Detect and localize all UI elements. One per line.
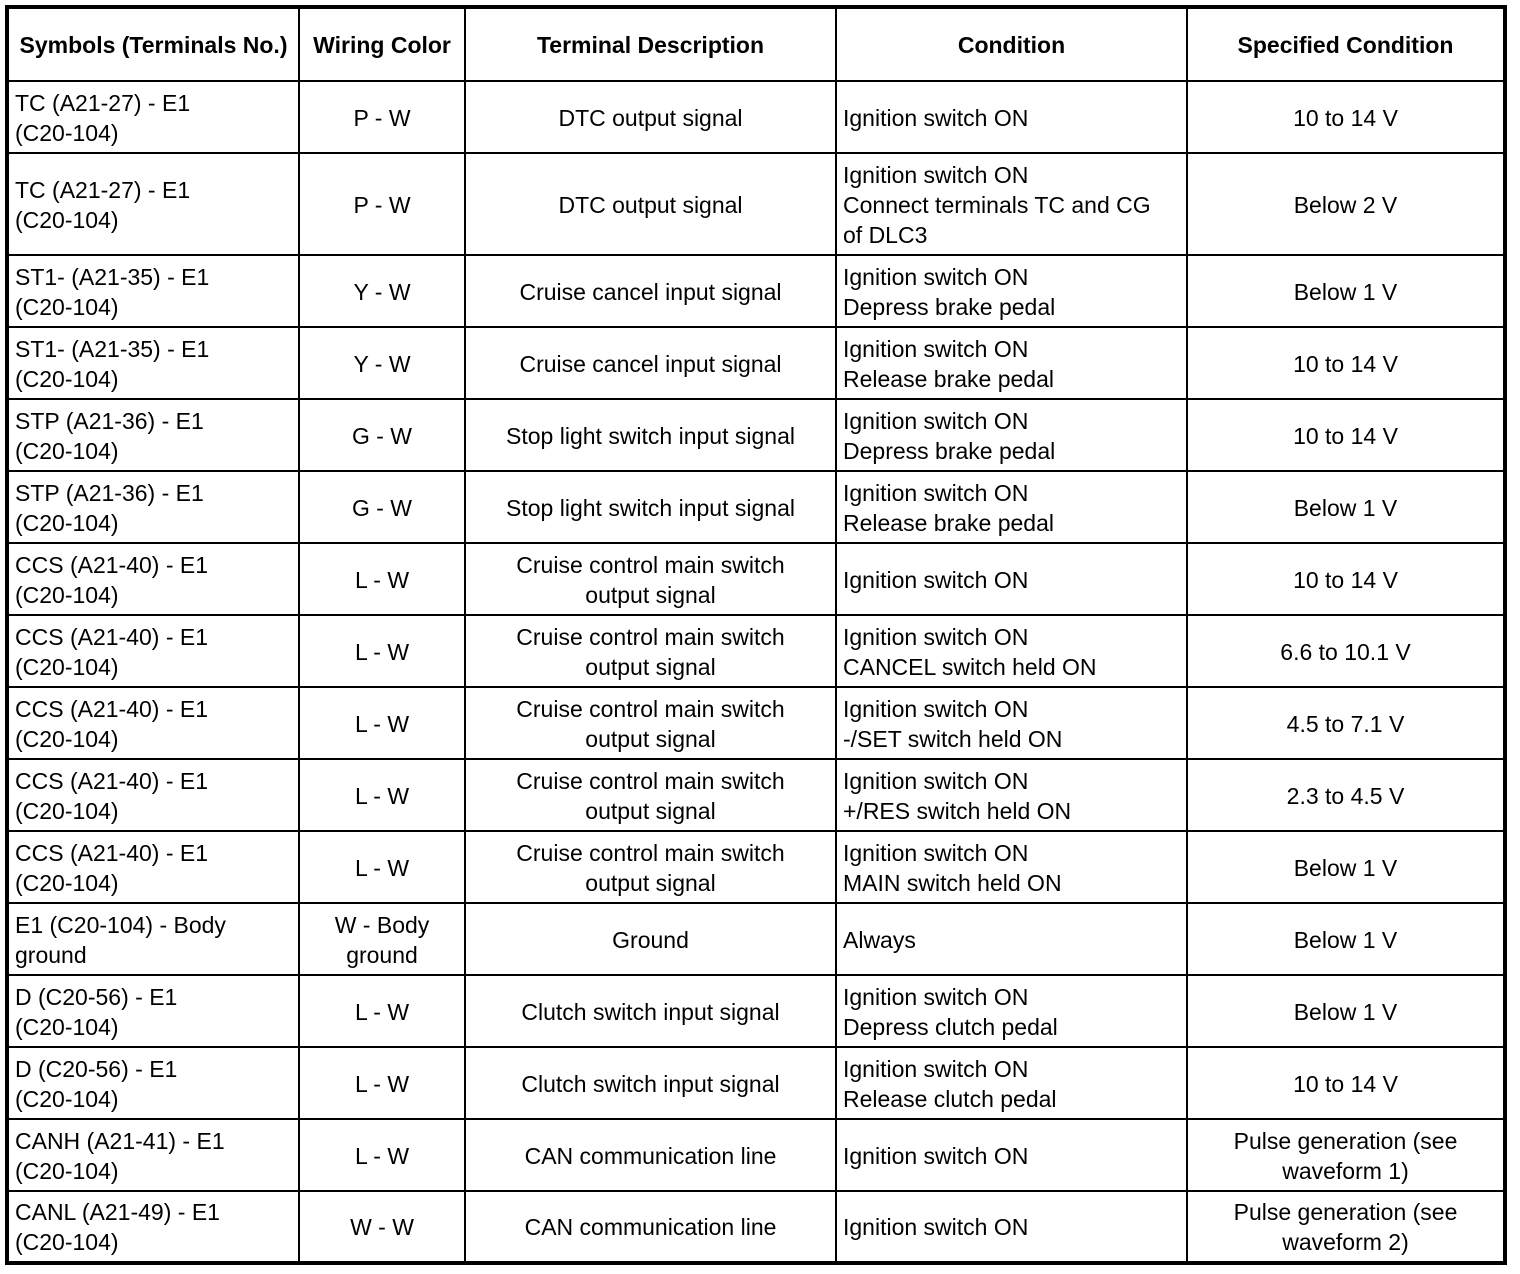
cell-symbol-line: E1 (C20-104) - Body — [15, 911, 226, 938]
cell-symbol-line: CANL (A21-49) - E1 — [15, 1199, 220, 1225]
table-row — [7, 615, 1505, 687]
terminal-spec-table — [5, 5, 1507, 1265]
cell-terminal-description-line: Stop light switch input signal — [506, 422, 795, 449]
cell-specified-condition — [1187, 1119, 1505, 1191]
cell-condition-line: Ignition switch ON — [843, 1214, 1029, 1240]
table-row — [7, 399, 1505, 471]
cell-terminal-description-line: DTC output signal — [558, 191, 743, 218]
table-row — [7, 153, 1505, 255]
table-row — [7, 975, 1505, 1047]
cell-symbol — [7, 975, 299, 1047]
cell-terminal-description-line: CAN communication line — [524, 1214, 777, 1240]
cell-symbol — [7, 399, 299, 471]
cell-terminal-description-line: Stop light switch input signal — [506, 494, 795, 521]
cell-symbol-line: (C20-104) — [15, 437, 119, 464]
cell-condition — [836, 1119, 1187, 1191]
cell-specified-condition-line: 10 to 14 V — [1293, 422, 1398, 449]
cell-condition-line: Ignition switch ON — [843, 566, 1029, 593]
cell-symbol-line: (C20-104) — [15, 293, 119, 320]
cell-symbol-line: (C20-104) — [15, 119, 119, 146]
cell-wiring-color-line: W - Body — [334, 911, 430, 938]
cell-symbol — [7, 471, 299, 543]
cell-symbol-line: CCS (A21-40) - E1 — [15, 551, 209, 578]
cell-wiring-color — [299, 687, 465, 759]
cell-condition — [836, 543, 1187, 615]
cell-symbol-line: CANH (A21-41) - E1 — [15, 1127, 225, 1154]
cell-symbol-line: (C20-104) — [15, 653, 119, 680]
table-row — [7, 687, 1505, 759]
cell-symbol-line: (C20-104) — [15, 509, 119, 536]
cell-symbol — [7, 255, 299, 327]
cell-condition-line: Ignition switch ON — [843, 839, 1029, 866]
cell-condition-line: MAIN switch held ON — [843, 869, 1062, 896]
cell-symbol-line: TC (A21-27) - E1 — [15, 176, 191, 203]
cell-condition — [836, 687, 1187, 759]
cell-condition-line: Depress brake pedal — [843, 437, 1056, 464]
cell-condition — [836, 153, 1187, 255]
cell-specified-condition-line: 2.3 to 4.5 V — [1286, 782, 1405, 809]
cell-symbol-line: (C20-104) — [15, 1157, 119, 1184]
cell-terminal-description-line: Clutch switch input signal — [521, 998, 780, 1025]
cell-specified-condition-line: Pulse generation (see — [1233, 1199, 1458, 1225]
cell-condition-line: Release clutch pedal — [843, 1085, 1057, 1112]
cell-condition-line: Ignition switch ON — [843, 1142, 1029, 1169]
cell-condition-line: Ignition switch ON — [843, 479, 1029, 506]
cell-condition-line: Ignition switch ON — [843, 335, 1029, 362]
cell-terminal-description-line: Cruise control main switch — [516, 767, 785, 794]
cell-symbol-line: (C20-104) — [15, 869, 119, 896]
cell-condition-line: Ignition switch ON — [843, 104, 1029, 131]
cell-condition-line: Ignition switch ON — [843, 407, 1029, 434]
cell-condition-line: Ignition switch ON — [843, 695, 1029, 722]
cell-terminal-description-line: output signal — [585, 725, 716, 752]
cell-terminal-description-line: Cruise control main switch — [516, 551, 785, 578]
cell-terminal-description — [465, 759, 836, 831]
cell-condition — [836, 903, 1187, 975]
cell-terminal-description — [465, 1047, 836, 1119]
cell-specified-condition-line: Below 1 V — [1293, 998, 1398, 1025]
cell-symbol-line: ST1- (A21-35) - E1 — [15, 263, 210, 290]
cell-specified-condition — [1187, 81, 1505, 153]
cell-specified-condition — [1187, 831, 1505, 903]
cell-wiring-color — [299, 975, 465, 1047]
cell-specified-condition-line: Below 1 V — [1293, 278, 1398, 305]
cell-condition-line: Ignition switch ON — [843, 263, 1029, 290]
cell-specified-condition — [1187, 1191, 1505, 1263]
table-body — [7, 81, 1505, 1263]
cell-terminal-description — [465, 615, 836, 687]
cell-symbol — [7, 327, 299, 399]
cell-wiring-color — [299, 903, 465, 975]
cell-terminal-description-line: output signal — [585, 581, 716, 608]
cell-condition-line: Always — [843, 926, 916, 953]
cell-terminal-description-line: CAN communication line — [524, 1142, 777, 1169]
cell-specified-condition — [1187, 975, 1505, 1047]
cell-wiring-color — [299, 1191, 465, 1263]
cell-symbol-line: STP (A21-36) - E1 — [15, 479, 204, 506]
cell-symbol-line: (C20-104) — [15, 206, 119, 233]
cell-specified-condition-line: 10 to 14 V — [1293, 350, 1398, 377]
cell-symbol — [7, 1191, 299, 1263]
table-header-row — [7, 7, 1505, 81]
cell-specified-condition-line: 10 to 14 V — [1293, 1070, 1398, 1097]
cell-specified-condition-line: 6.6 to 10.1 V — [1280, 638, 1411, 665]
cell-terminal-description — [465, 975, 836, 1047]
cell-specified-condition — [1187, 399, 1505, 471]
cell-symbol-line: CCS (A21-40) - E1 — [15, 623, 209, 650]
cell-wiring-color-line: P - W — [353, 191, 411, 218]
cell-specified-condition-line: Below 2 V — [1293, 191, 1398, 218]
cell-symbol-line: (C20-104) — [15, 725, 119, 752]
table-row — [7, 327, 1505, 399]
cell-wiring-color-line: L - W — [354, 998, 410, 1025]
cell-specified-condition-line: Pulse generation (see — [1233, 1127, 1458, 1154]
cell-wiring-color — [299, 615, 465, 687]
cell-symbol — [7, 687, 299, 759]
cell-specified-condition-line: Below 1 V — [1293, 494, 1398, 521]
cell-condition-line: Ignition switch ON — [843, 623, 1029, 650]
cell-terminal-description — [465, 687, 836, 759]
cell-symbol-line: CCS (A21-40) - E1 — [15, 839, 209, 866]
cell-terminal-description — [465, 1119, 836, 1191]
cell-condition-line: Ignition switch ON — [843, 767, 1029, 794]
cell-wiring-color — [299, 255, 465, 327]
table-row — [7, 903, 1505, 975]
cell-symbol-line: (C20-104) — [15, 1013, 119, 1040]
cell-terminal-description — [465, 1191, 836, 1263]
cell-terminal-description-line: Cruise cancel input signal — [519, 350, 782, 377]
cell-condition-line: Depress brake pedal — [843, 293, 1056, 320]
cell-terminal-description-line: Ground — [612, 926, 689, 953]
cell-condition-line: Ignition switch ON — [843, 1055, 1029, 1082]
cell-symbol — [7, 759, 299, 831]
cell-wiring-color — [299, 81, 465, 153]
cell-specified-condition — [1187, 255, 1505, 327]
cell-symbol — [7, 615, 299, 687]
header-specified-condition: Specified Condition — [1187, 7, 1505, 81]
cell-terminal-description — [465, 471, 836, 543]
cell-wiring-color-line: ground — [346, 941, 418, 968]
cell-condition — [836, 81, 1187, 153]
cell-symbol — [7, 153, 299, 255]
cell-symbol-line: STP (A21-36) - E1 — [15, 407, 204, 434]
cell-wiring-color — [299, 543, 465, 615]
cell-symbol-line: ST1- (A21-35) - E1 — [15, 335, 210, 362]
cell-condition — [836, 975, 1187, 1047]
cell-symbol-line: TC (A21-27) - E1 — [15, 89, 191, 116]
cell-condition-line: Release brake pedal — [843, 365, 1054, 392]
cell-wiring-color-line: W - W — [350, 1214, 414, 1240]
cell-symbol-line: CCS (A21-40) - E1 — [15, 695, 209, 722]
cell-symbol-line: (C20-104) — [15, 797, 119, 824]
cell-terminal-description-line: output signal — [585, 797, 716, 824]
cell-terminal-description — [465, 543, 836, 615]
cell-specified-condition — [1187, 153, 1505, 255]
header-condition: Condition — [836, 7, 1187, 81]
cell-terminal-description-line: Cruise control main switch — [516, 623, 785, 650]
cell-specified-condition — [1187, 615, 1505, 687]
cell-specified-condition-line: waveform 1) — [1282, 1157, 1409, 1184]
cell-condition — [836, 327, 1187, 399]
cell-symbol — [7, 543, 299, 615]
cell-terminal-description — [465, 153, 836, 255]
cell-symbol — [7, 903, 299, 975]
cell-condition-line: +/RES switch held ON — [843, 797, 1072, 824]
cell-terminal-description-line: Clutch switch input signal — [521, 1070, 780, 1097]
cell-terminal-description-line: Cruise cancel input signal — [519, 278, 782, 305]
cell-condition — [836, 399, 1187, 471]
cell-wiring-color — [299, 759, 465, 831]
cell-condition — [836, 1047, 1187, 1119]
cell-symbol — [7, 1119, 299, 1191]
table-row — [7, 1119, 1505, 1191]
cell-wiring-color-line: L - W — [354, 1142, 410, 1169]
cell-terminal-description-line: DTC output signal — [558, 104, 743, 131]
cell-condition — [836, 615, 1187, 687]
cell-wiring-color — [299, 471, 465, 543]
cell-specified-condition — [1187, 687, 1505, 759]
table-row — [7, 1191, 1505, 1263]
cell-specified-condition-line: 10 to 14 V — [1293, 566, 1398, 593]
cell-specified-condition-line: waveform 2) — [1282, 1229, 1409, 1255]
cell-condition-line: Connect terminals TC and CG — [843, 191, 1151, 218]
cell-condition — [836, 471, 1187, 543]
cell-wiring-color-line: L - W — [354, 638, 410, 665]
table-row — [7, 81, 1505, 153]
cell-wiring-color-line: Y - W — [353, 278, 411, 305]
cell-symbol-line: CCS (A21-40) - E1 — [15, 767, 209, 794]
cell-specified-condition — [1187, 759, 1505, 831]
cell-condition-line: Depress clutch pedal — [843, 1013, 1058, 1040]
cell-symbol-line: (C20-104) — [15, 1229, 119, 1255]
cell-symbol-line: (C20-104) — [15, 581, 119, 608]
cell-wiring-color — [299, 1119, 465, 1191]
table-row — [7, 255, 1505, 327]
table-row — [7, 471, 1505, 543]
cell-terminal-description — [465, 903, 836, 975]
cell-condition-line: Ignition switch ON — [843, 161, 1029, 188]
cell-symbol — [7, 1047, 299, 1119]
cell-specified-condition — [1187, 327, 1505, 399]
cell-terminal-description — [465, 255, 836, 327]
cell-symbol — [7, 81, 299, 153]
cell-specified-condition-line: Below 1 V — [1293, 854, 1398, 881]
cell-condition — [836, 255, 1187, 327]
cell-symbol-line: D (C20-56) - E1 — [15, 1055, 178, 1082]
cell-terminal-description-line: Cruise control main switch — [516, 695, 785, 722]
cell-condition-line: CANCEL switch held ON — [843, 653, 1097, 680]
cell-condition-line: of DLC3 — [843, 221, 928, 248]
cell-symbol — [7, 831, 299, 903]
cell-specified-condition — [1187, 1047, 1505, 1119]
cell-terminal-description — [465, 831, 836, 903]
cell-wiring-color — [299, 327, 465, 399]
cell-terminal-description — [465, 399, 836, 471]
cell-condition-line: Release brake pedal — [843, 509, 1054, 536]
cell-wiring-color-line: L - W — [354, 566, 410, 593]
cell-terminal-description — [465, 81, 836, 153]
cell-specified-condition — [1187, 543, 1505, 615]
cell-wiring-color-line: Y - W — [353, 350, 411, 377]
cell-wiring-color-line: L - W — [354, 854, 410, 881]
header-wiring-color: Wiring Color — [299, 7, 465, 81]
cell-wiring-color — [299, 831, 465, 903]
cell-wiring-color — [299, 399, 465, 471]
cell-specified-condition-line: 10 to 14 V — [1293, 104, 1398, 131]
cell-wiring-color — [299, 153, 465, 255]
cell-wiring-color-line: L - W — [354, 710, 410, 737]
table-row — [7, 759, 1505, 831]
cell-wiring-color-line: L - W — [354, 1070, 410, 1097]
cell-terminal-description-line: output signal — [585, 653, 716, 680]
cell-condition — [836, 759, 1187, 831]
table-row — [7, 543, 1505, 615]
cell-specified-condition — [1187, 903, 1505, 975]
cell-condition — [836, 1191, 1187, 1263]
table-row — [7, 1047, 1505, 1119]
cell-specified-condition — [1187, 471, 1505, 543]
cell-specified-condition-line: Below 1 V — [1293, 926, 1398, 953]
cell-condition-line: -/SET switch held ON — [843, 725, 1063, 752]
header-terminal-description: Terminal Description — [465, 7, 836, 81]
cell-condition — [836, 831, 1187, 903]
cell-wiring-color-line: G - W — [351, 422, 413, 449]
cell-wiring-color — [299, 1047, 465, 1119]
table-row — [7, 831, 1505, 903]
cell-terminal-description — [465, 327, 836, 399]
cell-symbol-line: D (C20-56) - E1 — [15, 983, 178, 1010]
cell-condition-line: Ignition switch ON — [843, 983, 1029, 1010]
cell-terminal-description-line: output signal — [585, 869, 716, 896]
cell-symbol-line: ground — [15, 941, 87, 968]
cell-specified-condition-line: 4.5 to 7.1 V — [1286, 710, 1405, 737]
cell-symbol-line: (C20-104) — [15, 365, 119, 392]
cell-symbol-line: (C20-104) — [15, 1085, 119, 1112]
cell-terminal-description-line: Cruise control main switch — [516, 839, 785, 866]
cell-wiring-color-line: P - W — [353, 104, 411, 131]
cell-wiring-color-line: L - W — [354, 782, 410, 809]
cell-wiring-color-line: G - W — [351, 494, 413, 521]
header-symbol: Symbols (Terminals No.) — [7, 7, 299, 81]
